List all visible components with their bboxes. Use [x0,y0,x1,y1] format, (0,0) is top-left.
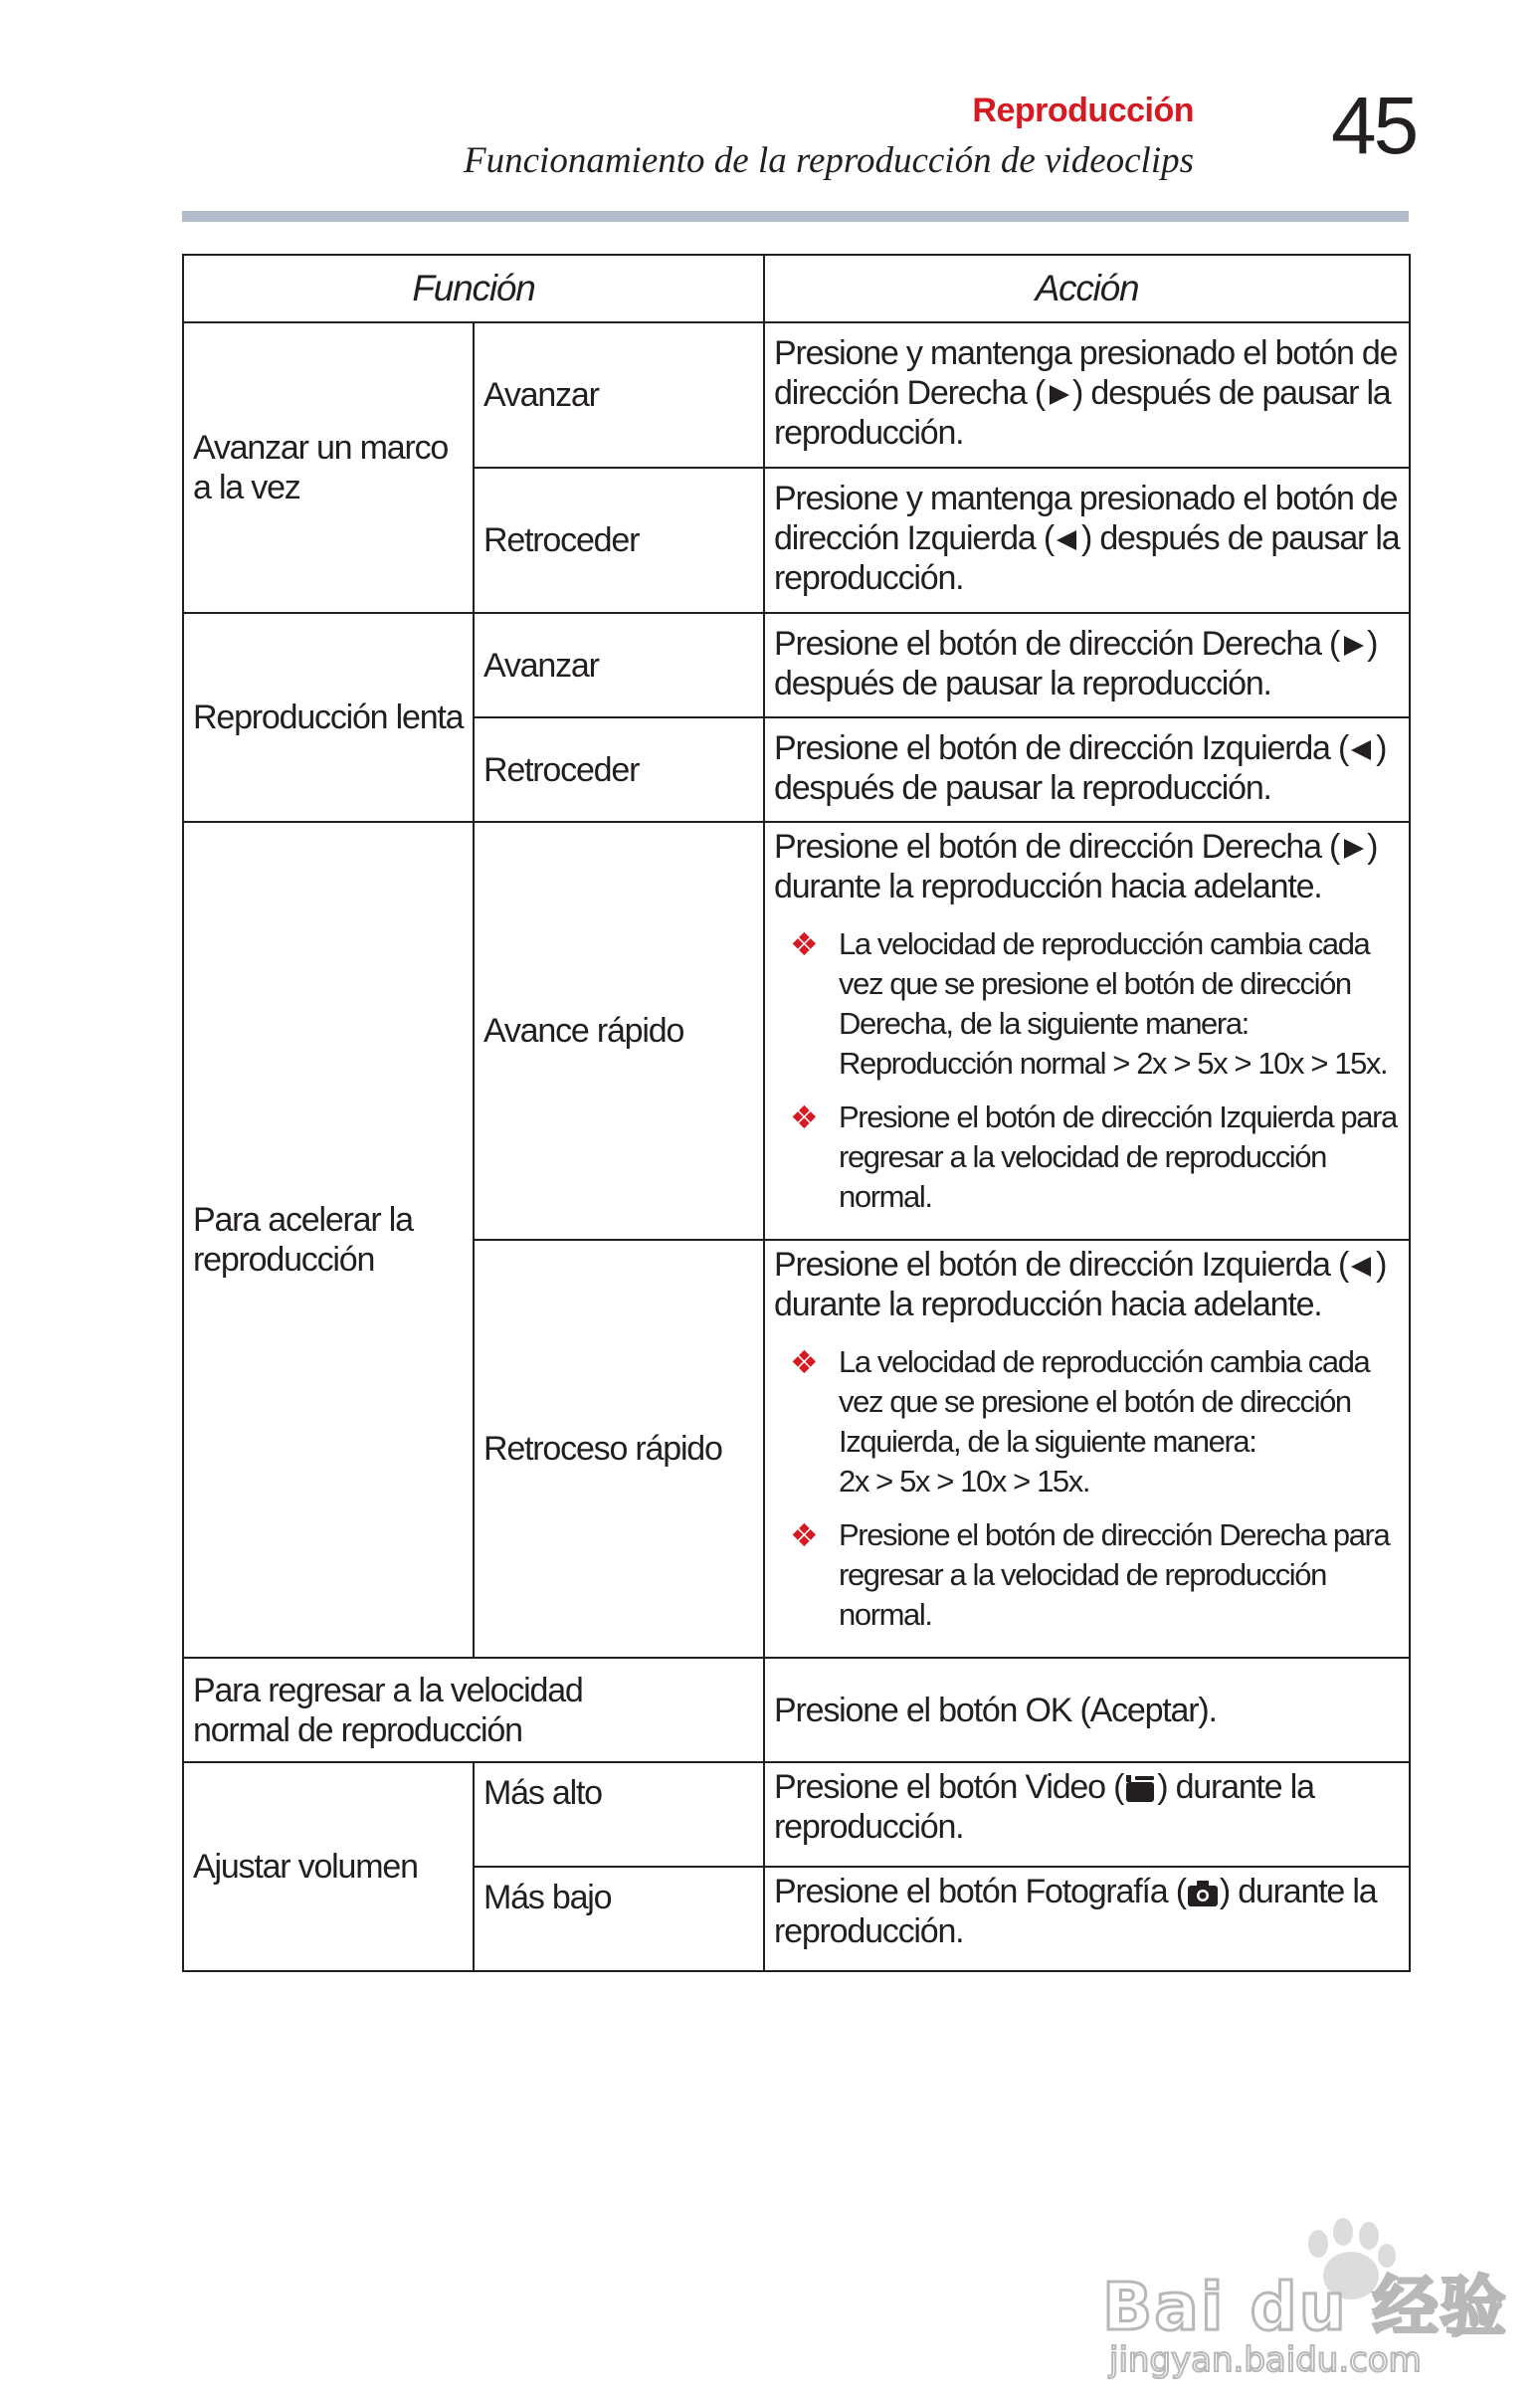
slow-back-label: Retroceder [474,717,764,822]
table-row [183,1762,1410,1867]
fast-forward-label: Avance rápido [474,822,764,1240]
diamond-bullet-icon: ❖ [790,1344,818,1380]
diamond-bullet-icon: ❖ [790,1100,818,1135]
diamond-bullet-icon: ❖ [790,926,818,962]
col-function-header: Función [183,255,764,322]
section-title: Reproducción [972,92,1194,129]
rewind-label: Retroceso rápido [474,1240,764,1658]
col-action-header: Acción [764,255,1410,322]
header-rule [182,211,1409,222]
table-header-row [183,255,1410,322]
volume-down-label: Más bajo [474,1867,764,1971]
volume-down-action: Presione el botón Fotografía ( ) durante la reproducción. [764,1867,1410,1971]
list-item: ❖ Presione el botón de dirección Derecha para regresar a la velocidad de reproducción normal. [790,1517,1390,1632]
frame-step-label: Avanzar un marco a la vez [183,322,474,613]
video-camera-icon [1123,1773,1157,1805]
photo-camera-icon [1186,1878,1220,1909]
fast-forward-action: Presione el botón de dirección Derecha ( ) durante la reproducción hacia adelante. ❖ La velocidad de reproducción cambia cada vez que se presione el botón de dirección Derecha, de la siguiente manera: Reproducción normal > 2x > 5x > 10x > 15x. ❖ Presione el botón de dirección Izquierda para regresar a la velocidad de reproducción normal. [764,822,1410,1240]
rewind-action: Presione el botón de dirección Izquierda ( ) durante la reproducción hacia adelante. ❖ La velocidad de reproducción cambia cada vez que se presione el botón de dirección Izquierda, de la siguiente manera: 2x > 5x > 10x > 15x. ❖ Presione el botón de dirección Derecha para regresar a la velocidad de reproducción normal. [764,1240,1410,1658]
frame-back-action: Presione y mantenga presionado el botón de dirección Izquierda ( ) después de pausar la reproducción. [764,468,1410,613]
page-subtitle: Funcionamiento de la reproducción de videoclips [464,140,1194,181]
rewind-notes [774,1342,1400,1635]
normal-speed-action: Presione el botón OK (Aceptar). [764,1658,1410,1762]
normal-speed-label: Para regresar a la velocidad normal de reproducción [183,1658,764,1762]
table-row [183,613,1410,717]
slow-forward-action: Presione el botón de dirección Derecha ( ) después de pausar la reproducción. [764,613,1410,717]
frame-forward-action: Presione y mantenga presionado el botón de dirección Derecha ( ) después de pausar la reproducción. [764,322,1410,468]
volume-label: Ajustar volumen [183,1762,474,1971]
function-action-table [182,254,1411,1972]
left-arrow-icon [1054,526,1081,554]
slow-play-label: Reproducción lenta [183,613,474,822]
page-number: 45 [1331,81,1417,171]
slow-back-action: Presione el botón de dirección Izquierda ( ) después de pausar la reproducción. [764,717,1410,822]
volume-up-label: Más alto [474,1762,764,1867]
slow-forward-label: Avanzar [474,613,764,717]
speed-up-label: Para acelerar la reproducción [183,822,474,1658]
frame-forward-label: Avanzar [474,322,764,468]
right-arrow-icon [1045,381,1072,409]
list-item: ❖ Presione el botón de dirección Izquierda para regresar a la velocidad de reproducción normal. [790,1100,1397,1214]
watermark-brand: Bai du 经验 [1102,2269,1508,2345]
diamond-bullet-icon: ❖ [790,1517,818,1553]
right-arrow-icon [1339,835,1367,863]
right-arrow-icon [1339,632,1367,660]
list-item: ❖ La velocidad de reproducción cambia cada vez que se presione el botón de dirección Derecha, de la siguiente manera: Reproducción normal > 2x > 5x > 10x > 15x. [790,926,1388,1081]
table-row [183,822,1410,1240]
table-row [183,1658,1410,1762]
left-arrow-icon [1348,1253,1376,1281]
volume-up-action: Presione el botón Video ( ) durante la reproducción. [764,1762,1410,1867]
table-row [183,322,1410,468]
list-item: ❖ La velocidad de reproducción cambia cada vez que se presione el botón de dirección Izquierda, de la siguiente manera: 2x > 5x > 10x > 15x. [790,1344,1370,1499]
fast-forward-notes [774,924,1400,1217]
watermark-url: jingyan.baidu.com [1109,2340,1422,2380]
frame-back-label: Retroceder [474,468,764,613]
left-arrow-icon [1348,736,1376,764]
